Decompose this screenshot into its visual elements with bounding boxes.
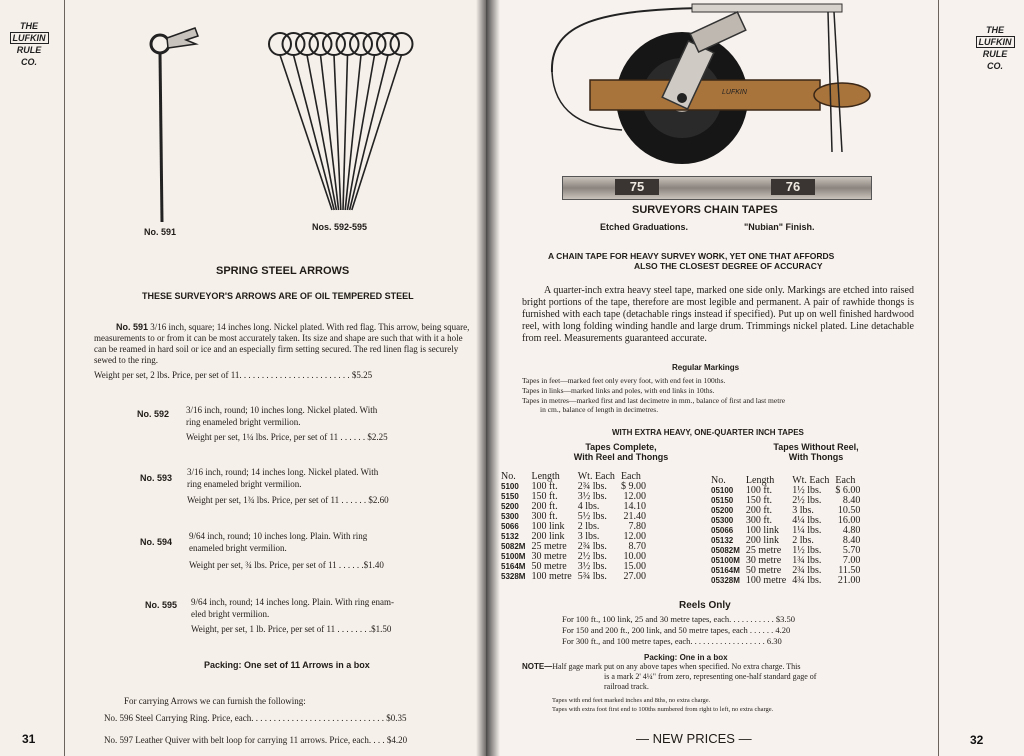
- tape-price: 21.40: [623, 511, 646, 522]
- brand-line: THE: [20, 21, 38, 31]
- arrow-shaft: [294, 55, 335, 210]
- reel-price: For 100 ft., 100 link, 25 and 30 metre tapes, each. . . . . . . . . . . $3.50: [562, 614, 796, 624]
- tape-weight: 2¾ lbs.: [792, 565, 822, 576]
- tape-weight: 1½ lbs.: [792, 545, 822, 556]
- tape-number: 05200: [711, 506, 734, 515]
- tape-weight: 2½ lbs.: [792, 495, 822, 506]
- arrow-ring: [350, 33, 372, 55]
- tape-length: 150 ft.: [745, 495, 773, 506]
- tape-weight: 4¼ lbs.: [792, 515, 822, 526]
- arrow-ring: [269, 33, 291, 55]
- tape-length: 50 metre: [745, 565, 782, 576]
- left-page: [0, 0, 486, 756]
- subtitle-right: "Nubian" Finish.: [744, 222, 815, 232]
- brand-line: RULE: [16, 45, 42, 55]
- tape-length: 300 ft.: [531, 511, 558, 522]
- tape-length: 25 metre: [745, 545, 782, 556]
- tape-number: 5328M: [501, 572, 526, 581]
- tape-number: 5150: [501, 492, 519, 501]
- reels-title: Reels Only: [679, 600, 731, 611]
- tape-number: 5100: [501, 482, 519, 491]
- table-row: [708, 516, 863, 526]
- tape-number: 05100: [711, 486, 734, 495]
- tape-number: 5100M: [501, 552, 526, 561]
- item-594-line: 9/64 inch, round; 10 inches long. Plain. With ring: [189, 531, 368, 541]
- tape-length: 200 ft.: [531, 501, 558, 512]
- column-header: No.: [711, 475, 726, 486]
- tape-length: 30 metre: [745, 555, 782, 566]
- tape-weight: 1¼ lbs.: [792, 525, 822, 536]
- group-heading: [746, 442, 886, 462]
- extra-heavy-heading: WITH EXTRA HEAVY, ONE-QUARTER INCH TAPES: [612, 428, 804, 437]
- tape-weight: 2½ lbs.: [577, 551, 607, 562]
- tape-price: 4.80: [842, 525, 861, 536]
- item-592-line: 3/16 inch, round; 10 inches long. Nickel plated. With: [186, 405, 378, 415]
- tape-reel-illustration: [542, 2, 902, 174]
- tape-price: $ 9.00: [620, 481, 646, 492]
- arrow-ring: [283, 33, 305, 55]
- arrow-shaft: [307, 55, 336, 210]
- reel-price: For 300 ft., and 100 metre tapes, each. . . . . . . . . . . . . . . . . . 6.30: [562, 636, 782, 646]
- tape-weight: 3 lbs.: [792, 505, 814, 516]
- brand-mark: [970, 24, 1020, 72]
- group-line: With Reel and Thongs: [573, 452, 669, 462]
- tape-weight: 2¾ lbs.: [577, 541, 607, 552]
- tape-price: 14.10: [623, 501, 646, 512]
- arrow-ring: [377, 33, 399, 55]
- arrow-shaft: [334, 55, 341, 210]
- tape-length: 100 ft.: [745, 485, 773, 496]
- item-593-line: 3/16 inch, round; 14 inches long. Nickel plated. With: [187, 467, 379, 477]
- reel-logo: LUFKIN: [722, 89, 747, 96]
- tape-length: 200 link: [531, 531, 565, 542]
- tape-mark: 75: [615, 179, 659, 195]
- item-595-price: Weight, per set, 1 lb. Price, per set of 11 . . . . . . . .$1.50: [191, 624, 392, 634]
- arrow-ring: [391, 33, 413, 55]
- tape-price: 15.00: [623, 561, 646, 572]
- marking-line: in cm., balance of length in decimetres.: [540, 405, 659, 414]
- tape-price: 16.00: [837, 515, 861, 526]
- table-row: [708, 536, 863, 546]
- intro-line: A CHAIN TAPE FOR HEAVY SURVEY WORK, YET ONE THAT AFFORDS: [548, 251, 835, 261]
- table-row: [708, 546, 863, 556]
- tape-weight: 5½ lbs.: [577, 511, 607, 522]
- small-note: Tapes with end feet marked inches and 8ths, no extra charge.: [552, 697, 711, 704]
- column-header: Length: [745, 475, 775, 486]
- subtitle-left: Etched Graduations.: [600, 222, 689, 232]
- tape-number: 05082M: [711, 546, 740, 555]
- tape-price: 8.40: [842, 535, 861, 546]
- tape-weight: 3½ lbs.: [577, 491, 607, 502]
- tape-number: 05150: [711, 496, 734, 505]
- tape-strip: [562, 176, 872, 200]
- brand-line: LUFKIN: [976, 36, 1015, 48]
- tape-number: 5132: [501, 532, 519, 541]
- tape-price: 5.70: [842, 545, 861, 556]
- table-row: [498, 532, 649, 542]
- table-row: [708, 526, 863, 536]
- arrow-ring: [337, 33, 359, 55]
- item-596: No. 596 Steel Carrying Ring. Price, each. . . . . . . . . . . . . . . . . . . . . . . . . . . . . . $0.35: [104, 713, 407, 723]
- tape-number: 05100M: [711, 556, 740, 565]
- item-595-line: 9/64 inch, round; 14 inches long. Plain. With ring enam-: [191, 597, 394, 607]
- tape-length: 200 ft.: [745, 505, 773, 516]
- tape-weight: 3½ lbs.: [577, 561, 607, 572]
- regular-markings-heading: Regular Markings: [672, 363, 740, 372]
- tape-number: 5082M: [501, 542, 526, 551]
- arrow-591-illustration: [140, 22, 210, 227]
- tape-price: 27.00: [623, 571, 646, 582]
- column-header: Each: [620, 471, 641, 482]
- arrow-ring: [310, 33, 332, 55]
- arrow-ring: [296, 33, 318, 55]
- tape-length: 100 metre: [745, 575, 787, 586]
- tape-price: 7.00: [842, 555, 861, 566]
- item-591-description: [94, 322, 474, 366]
- margin-rule: [64, 0, 65, 756]
- column-header: Each: [835, 475, 856, 486]
- tape-price: $ 6.00: [835, 485, 861, 496]
- packing-note: Packing: One set of 11 Arrows in a box: [204, 660, 370, 670]
- small-note: Tapes with extra foot first end to 100ths numbered from right to left, no extra charge.: [552, 706, 774, 713]
- tape-length: 150 ft.: [531, 491, 558, 502]
- tape-price: 7.80: [628, 521, 646, 532]
- tape-length: 100 ft.: [531, 481, 558, 492]
- table-row: [708, 576, 863, 586]
- arrow-shaft: [321, 55, 339, 210]
- item-594-price: Weight per set, ¾ lbs. Price, per set of 11 . . . . . .$1.40: [189, 560, 384, 570]
- item-593-line: ring enameled bright vermilion.: [187, 479, 302, 489]
- marking-line: Tapes in links—marked links and poles, with end links in 10ths.: [522, 386, 715, 395]
- section-title: SPRING STEEL ARROWS: [216, 265, 350, 277]
- brand-line: CO.: [986, 61, 1003, 71]
- arrow-shaft: [280, 55, 332, 210]
- item-595-line: eled bright vermilion.: [191, 609, 270, 619]
- right-page: [486, 0, 1024, 756]
- brand-line: RULE: [982, 49, 1008, 59]
- tapes-without-reel-table: [708, 476, 863, 586]
- item-597: No. 597 Leather Quiver with belt loop for carrying 11 arrows. Price, each. . . . $4.20: [104, 735, 408, 745]
- tape-number: 05132: [711, 536, 734, 545]
- tape-price: 8.70: [628, 541, 646, 552]
- tape-mark: 76: [771, 179, 815, 195]
- tape-length: 300 ft.: [745, 515, 773, 526]
- item-number: No. 595: [145, 600, 178, 610]
- item-592-line: ring enameled bright vermilion.: [186, 417, 301, 427]
- new-prices-footer: — NEW PRICES —: [636, 731, 752, 746]
- tape-weight: 1¾ lbs.: [792, 555, 822, 566]
- column-header: Wt. Each: [792, 475, 830, 486]
- tape-number: 05066: [711, 526, 734, 535]
- group-heading: [546, 442, 696, 462]
- group-line: With Thongs: [788, 452, 844, 462]
- note-line: is a mark 2' 4¼" from zero, representing one-half standard gage of: [604, 672, 817, 681]
- tape-length: 200 link: [745, 535, 779, 546]
- section-title: SURVEYORS CHAIN TAPES: [632, 204, 778, 216]
- brand-line: THE: [986, 25, 1004, 35]
- table-row: [708, 486, 863, 496]
- gutter-shadow: [486, 0, 500, 756]
- item-number: No. 592: [137, 409, 170, 419]
- item-591-price: Weight per set, 2 lbs. Price, per set of 11. . . . . . . . . . . . . . . . . . . . . . . . . $5.25: [94, 370, 373, 380]
- marking-line: Tapes in metres—marked first and last decimetre in mm., balance of first and last metre: [522, 396, 786, 405]
- group-line: Tapes Complete,: [585, 442, 657, 452]
- section-subtitle: THESE SURVEYOR'S ARROWS ARE OF OIL TEMPERED STEEL: [142, 291, 414, 301]
- arrow-shaft: [350, 55, 388, 210]
- tape-weight: 2¾ lbs.: [577, 481, 607, 492]
- tape-number: 5066: [501, 522, 519, 531]
- table-row: [498, 572, 649, 582]
- tape-length: 100 link: [531, 521, 565, 532]
- item-text: 3/16 inch, square; 14 inches long. Nickel plated. With red flag. This arrow, being square, measurements to or from it can be most accurately taken. Its size and shape are such that with it a hole can be reamed in hard soil or ice and an especially firm setting secured. The red linen flag is securely sewed to the ring.: [94, 322, 470, 365]
- item-number: No. 593: [140, 473, 173, 483]
- tape-price: 21.00: [837, 575, 861, 586]
- packing-note: Packing: One in a box: [644, 653, 728, 662]
- tapes-complete-table: [498, 472, 649, 582]
- tape-number: 5300: [501, 512, 519, 521]
- tape-description: A quarter-inch extra heavy steel tape, marked one side only. Markings are etched into raised bright portions of the tape, therefore are most legible and permanent. A pair of rawhide thongs is furnished with each tape (detachable rings instead if specified). Put up on well finished hardwood reel, with long folding winding handle and large drum. Trimmings nickel plated. Line detachable from reel. Measurements guaranteed accurate.: [522, 285, 914, 344]
- tape-length: 100 metre: [531, 571, 572, 582]
- tape-number: 05300: [711, 516, 734, 525]
- item-594-line: enameled bright vermilion.: [189, 543, 287, 553]
- group-line: Tapes Without Reel,: [773, 442, 859, 452]
- tape-price: 11.50: [838, 565, 861, 576]
- tape-weight: 4¾ lbs.: [792, 575, 822, 586]
- tape-length: 30 metre: [531, 551, 567, 562]
- tape-length: 100 link: [745, 525, 779, 536]
- brand-line: CO.: [20, 57, 37, 67]
- tape-length: 25 metre: [531, 541, 567, 552]
- arrow-shaft: [347, 55, 374, 210]
- item-592-price: Weight per set, 1¼ lbs. Price, per set of 11 . . . . . . $2.25: [186, 432, 388, 442]
- note-text: Half gage mark put on any above tapes when specified. No extra charge. This: [552, 662, 801, 671]
- tape-weight: 2 lbs.: [792, 535, 814, 546]
- tape-number: 5200: [501, 502, 519, 511]
- brand-mark: [4, 20, 54, 68]
- intro-line: ALSO THE CLOSEST DEGREE OF ACCURACY: [634, 261, 823, 271]
- column-header: Wt. Each: [577, 471, 615, 482]
- tape-price: 12.00: [623, 531, 646, 542]
- table-row: [498, 512, 649, 522]
- tape-price: 10.00: [623, 551, 646, 562]
- tape-number: 5164M: [501, 562, 526, 571]
- tape-weight: 3 lbs.: [577, 531, 600, 542]
- item-number: No. 591: [116, 322, 149, 332]
- column-header: Length: [531, 471, 560, 482]
- arrow-bundle-illustration: [262, 14, 422, 224]
- margin-rule: [938, 0, 939, 756]
- tape-weight: 2 lbs.: [577, 521, 600, 532]
- tape-price: 12.00: [623, 491, 646, 502]
- note-label: NOTE—: [522, 662, 553, 671]
- item-number: No. 594: [140, 537, 173, 547]
- page-number: 31: [22, 732, 36, 746]
- arrow-ring: [364, 33, 386, 55]
- tape-length: 50 metre: [531, 561, 567, 572]
- tape-number: 05328M: [711, 576, 740, 585]
- fig-caption: No. 591: [144, 227, 177, 237]
- reel-price: For 150 and 200 ft., 200 link, and 50 metre tapes, each . . . . . . 4.20: [562, 625, 791, 635]
- gutter-shadow: [476, 0, 486, 756]
- marking-line: Tapes in feet—marked feet only every foot, with end feet in 100ths.: [522, 376, 726, 385]
- tape-weight: 5¾ lbs.: [577, 571, 607, 582]
- page-number: 32: [970, 733, 984, 747]
- tape-price: 10.50: [837, 505, 861, 516]
- brand-line: LUFKIN: [10, 32, 49, 44]
- arrow-ring: [323, 33, 345, 55]
- tape-weight: 4 lbs.: [577, 501, 600, 512]
- column-header: No.: [501, 471, 516, 482]
- item-593-price: Weight per set, 1¾ lbs. Price, per set of 11 . . . . . . $2.60: [187, 495, 389, 505]
- tape-number: 05164M: [711, 566, 740, 575]
- note-line: railroad track.: [604, 682, 649, 691]
- fig-caption: Nos. 592-595: [312, 222, 368, 232]
- tape-weight: 1½ lbs.: [792, 485, 822, 496]
- carry-intro: For carrying Arrows we can furnish the following:: [124, 696, 306, 706]
- tape-price: 8.40: [842, 495, 861, 506]
